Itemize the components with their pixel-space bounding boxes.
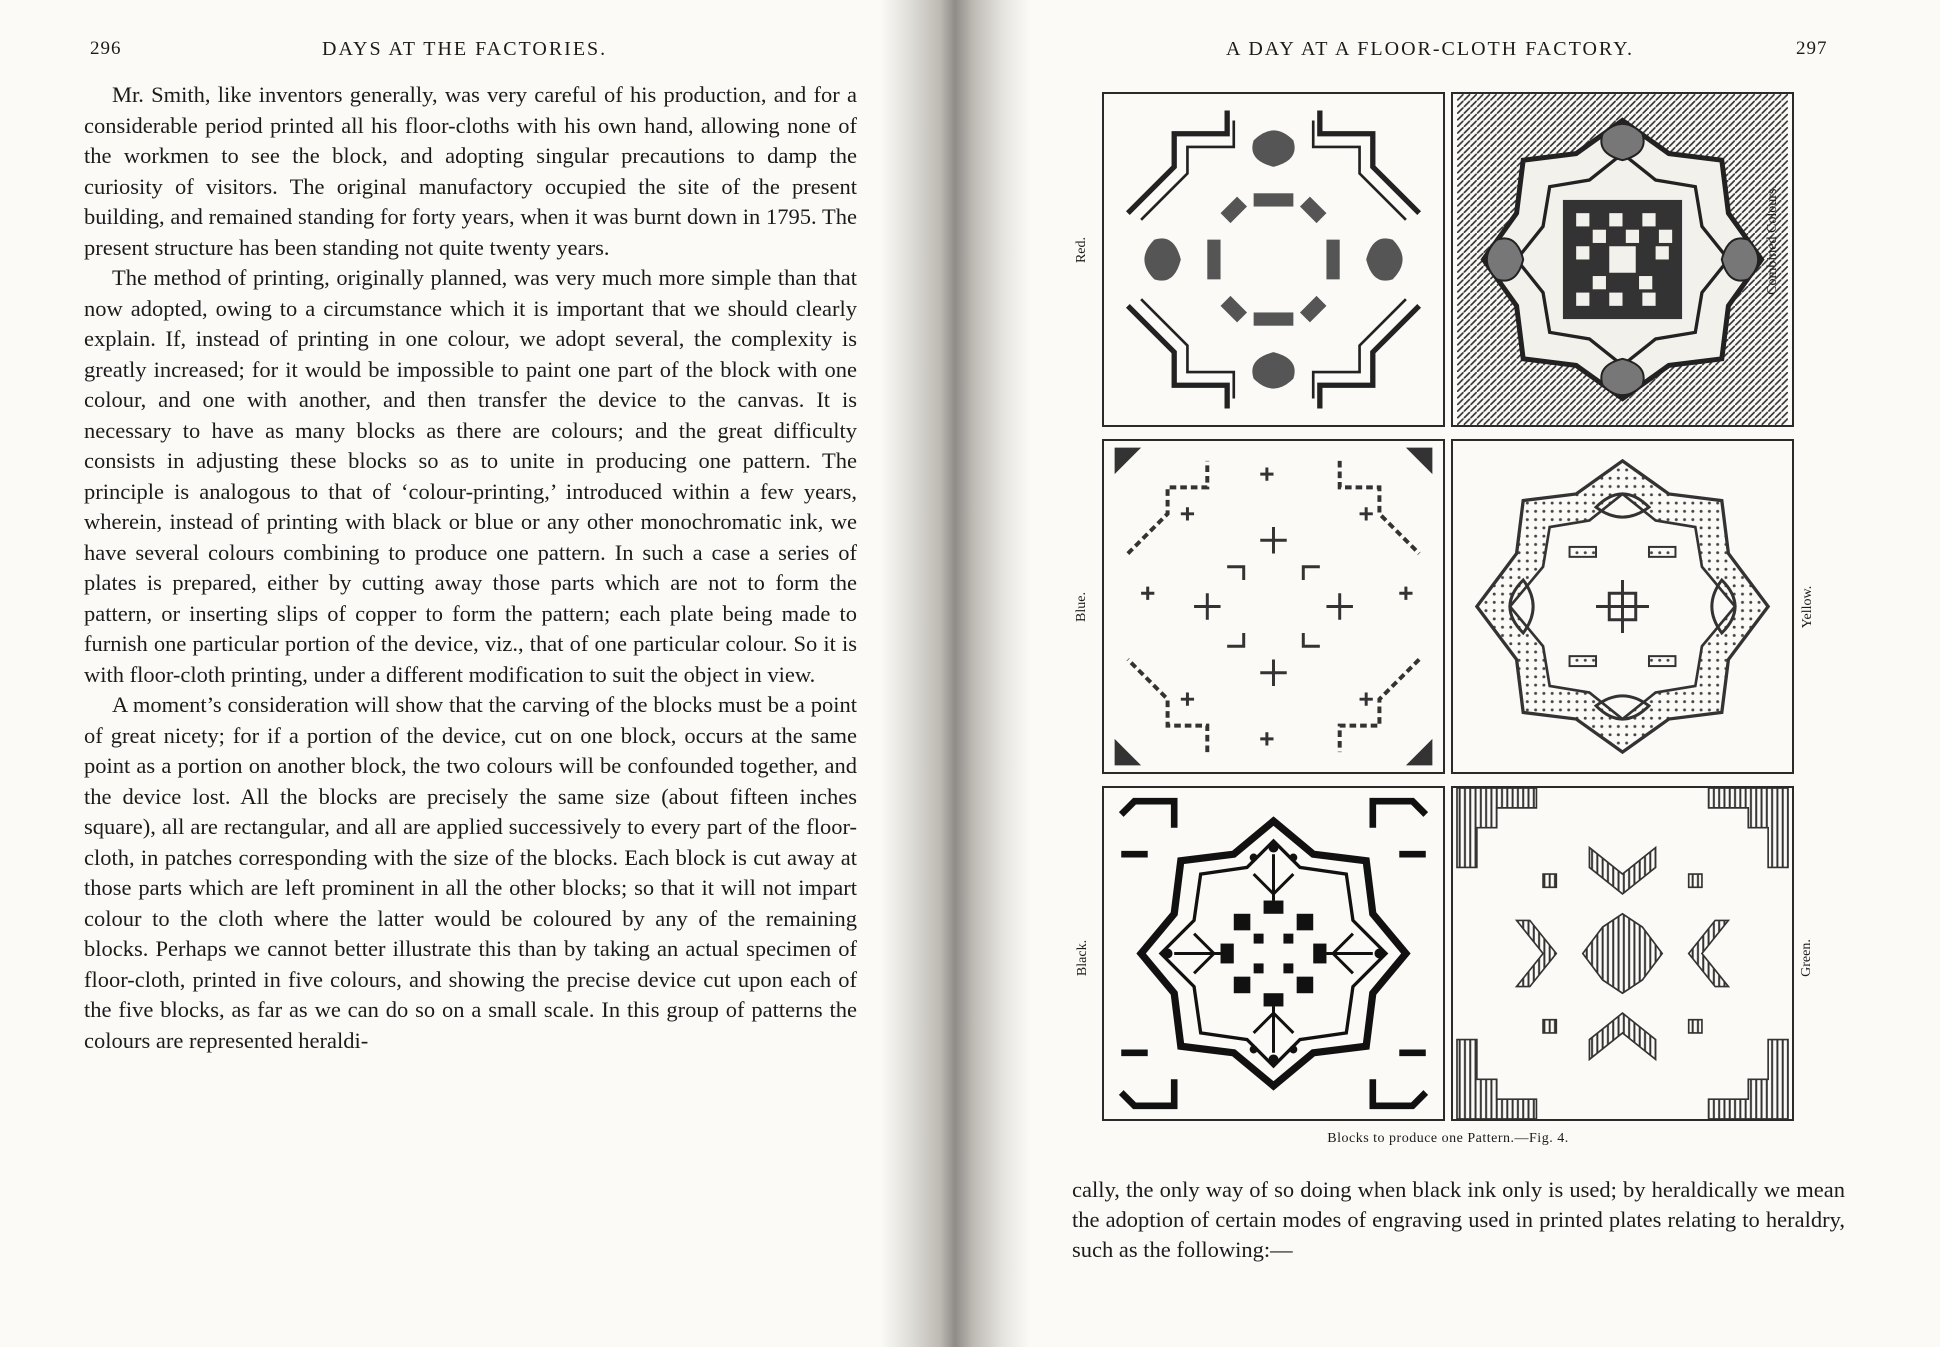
block-black <box>1102 786 1445 1121</box>
blue-block-pattern-icon <box>1104 441 1443 772</box>
running-head-right: A DAY AT A FLOOR-CLOTH FACTORY. <box>1226 38 1635 60</box>
paragraph-2: The method of printing, originally planned, was very much more simple than that now adopted, owing to a circumstance which it is important that we should clearly explain. If, instead of printing in one colour, we adopt several, the complexity is greatly increased; for it would be impossible to paint one part of the block with one colour, and one with another, and then transfer the device to the canvas. It is necessary to have as many blocks as there are colours; and the great difficulty consists in adjusting these blocks so as to unite in producing one pattern. The principle is analogous to that of ‘colour-printing,’ introduced within a few years, wherein, instead of printing with black or blue or any other monochromatic ink, we have several colours combining to produce one pattern. In such a case a series of plates is prepared, either by cutting away those parts which are not to form the pattern, or inserting slips of copper to form the pattern; each plate being made to furnish one particular portion of the device, viz., that of one particular colour. So it is with floor-cloth printing, under a different modification to suit the object in view. <box>84 265 857 687</box>
black-block-pattern-icon <box>1104 788 1443 1119</box>
block-yellow <box>1451 439 1794 774</box>
label-blue: Blue. <box>1074 592 1089 622</box>
label-combined-colours: Combined Colours. <box>1765 185 1780 295</box>
figure-caption: Blocks to produce one Pattern.—Fig. 4. <box>1327 1131 1569 1146</box>
left-body-text <box>84 80 857 1056</box>
block-blue <box>1102 439 1445 774</box>
figure-floor-cloth-blocks <box>1074 92 1815 1122</box>
label-black: Black. <box>1075 939 1090 977</box>
yellow-block-pattern-icon <box>1453 441 1792 772</box>
red-block-pattern-icon <box>1104 94 1443 425</box>
block-green <box>1451 786 1794 1121</box>
paragraph-1: Mr. Smith, like inventors generally, was very careful of his production, and for a considerable period printed all his floor-cloths with his own hand, allowing none of the workmen to see the block, and adopting singular precautions to damp the curiosity of visitors. The original manufactory occupied the site of the present building, and remained standing for forty years, when it was burnt down in 1795. The present structure has been standing not quite twenty years. <box>84 82 857 260</box>
block-combined-colours <box>1451 92 1794 427</box>
page-number-right: 297 <box>1796 38 1828 59</box>
left-page <box>0 0 905 1347</box>
label-red: Red. <box>1074 236 1089 264</box>
right-paragraph: cally, the only way of so doing when black ink only is used; by heraldically we mean the adoption of certain modes of engraving used in printed plates relating to heraldry, such as the following:— <box>1072 1177 1845 1262</box>
running-head-left: DAYS AT THE FACTORIES. <box>322 38 608 60</box>
paragraph-3: A moment’s consideration will show that the carving of the blocks must be a point of great nicety; for if a portion of the device, cut on one block, occurs at the same point as a portion on another block, the two colours will be confounded together, and the device lost. All the blocks are precisely the same size (about fifteen inches square), all are rectangular, and all are applied successively to every part of the floor-cloth, in patches corresponding with the size of the blocks. Each block is cut away at those parts which are left prominent in all the other blocks; so that it will not impart colour to the cloth where the latter would be coloured by any of the remaining blocks. Perhaps we cannot better illustrate this than by taking an actual specimen of floor-cloth, printed in five colours, and showing the precise device cut upon each of the five blocks, as far as we can do so on a small scale. In this group of patterns the colours are represented heraldi- <box>84 692 857 1053</box>
book-gutter <box>880 0 1030 1347</box>
label-yellow: Yellow. <box>1800 585 1815 629</box>
page-number-left: 296 <box>90 38 122 59</box>
combined-block-pattern-icon <box>1453 94 1792 425</box>
label-green: Green. <box>1799 939 1814 977</box>
green-block-pattern-icon <box>1453 788 1792 1119</box>
block-red <box>1102 92 1445 427</box>
right-body-text <box>1072 1175 1845 1265</box>
